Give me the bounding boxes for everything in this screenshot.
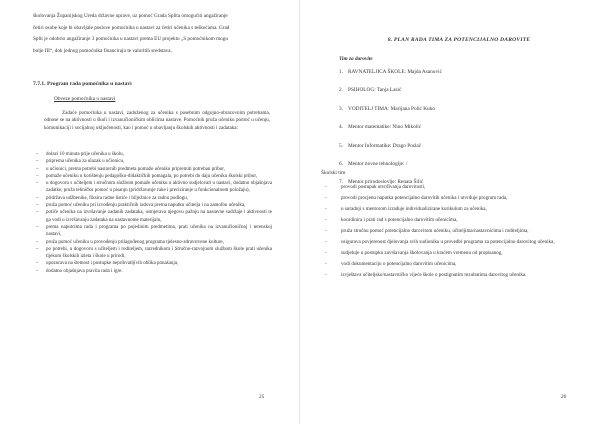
team-member-text: VODITELJ TIMA: Marijana Polić Kuko (348, 105, 435, 112)
intro-paragraph (33, 11, 271, 57)
duty-item: – prema naputcima rada i programa po pojedinim predmetima, prati učenika na izvanučioničnoj i terenskoj nastavi, (36, 224, 272, 239)
duties-intro-paragraph: Zadaće pomoćnika u nastavi, zaduženog za učenika s posebnim odgojno-obrazovnim potrebama, odnose se na aktivnosti u školi i izvanučioničkim oblicima nastave. Pomoćnik pruža učeniku pomoć u učenju, komunikaciji i socijalnoj uključenosti, kao i pomoć u obavljanju školskih aktivnosti i zadataka: (44, 110, 270, 131)
duty-item: – dolazi 10 minuta prije učenika u školu, (36, 151, 272, 158)
intro-line: školovanja Županijskog Ureda državne uprave, uz pomoć Grada Splita omogućiti angažiranje (33, 13, 228, 19)
activity-item: - provodi procjenu naputka potencijalno darovitih učenika i utvrđuje program rada, (321, 193, 579, 204)
team-member (339, 143, 442, 161)
subsection-title: Obveze pomoćnika u nastavi (54, 96, 116, 102)
duty-item: – u dogovoru s učiteljem i stručnom službom pomaže učeniku u aktivno sudjelovati u nastavi, dodatno objašnjava zadatke, pruža tehničku pomoć u pisanju (pridržavanje ruke i preciziranje u funkcionalnom položaju), (36, 180, 272, 195)
activity-item: - sudjeluje u postupku završavanja školovanja u kraćem vremenu od propisanog, (321, 248, 579, 259)
duty-item: – pridržava udžbenike, fiksira radne listiće i bilježnice za radnu podlogu, (36, 195, 272, 202)
duty-item: – po potrebi, u dogovoru s učiteljem i roditeljem, razrednikom i Stručno-razvojnom službom škole prati učenika tijekom školskih izleta i škole u prirodi, (36, 246, 272, 261)
duty-item: – pruža pomoć učeniku pri izvođenju praktičnih radova prema naputku učitelja i na zamolbu učenika, (36, 202, 272, 209)
activity-item: - vodi dokumentaciju o potencijalno darovitim učenicima, (321, 259, 579, 270)
page-number: 25 (259, 394, 265, 400)
team-member-number: 5. (339, 142, 343, 149)
team-member-text: RAVNATELJICA ŠKOLE: Majda Asanović (348, 69, 442, 75)
team-member (339, 124, 442, 142)
team-member-number: 2. (339, 87, 343, 94)
team-member-text: Mentor Informatike: Drago Poslač (348, 142, 422, 149)
duty-item: – upozorava na štetnost i postupke neprihvatljivih oblika ponašanja, (36, 260, 272, 267)
activity-item: - provodi postupak utvrđivanja darovitosti, (321, 182, 579, 193)
team-member-number: 3. (339, 105, 343, 112)
team-list (339, 69, 442, 198)
intro-line: bolje III“, dok jednog pomoćnika financiraju te valoritih sredstava. (33, 47, 172, 54)
intro-line: četiri osobe koje bi obavljale poslove pomoćnika u nastavi za četiri učenika s teškoćama. Grad (33, 24, 230, 31)
team-member-text: Mentor prirodoslovlje: Renata Šilić (348, 179, 424, 186)
team-member-number: 7. (339, 179, 343, 186)
team-member-text: PSIHOLOG: Tanja Lasić (348, 87, 402, 94)
duty-item: – pruža pomoć učeniku u provođenju prilagođenog programa tjelesno-zdravstvene kulture, (36, 239, 272, 246)
section-title: 7.7.1. Program rada pomoćnika u nastavi (33, 81, 132, 87)
activity-item: - u suradnji s mentorom izrađuje individualizirane kurikulum za učenika, (321, 204, 579, 215)
team-member-number: 6. (339, 160, 343, 167)
activities-list (321, 182, 579, 281)
duty-item: – u učionici, prema potrebi nastavnih predmeta pomaže učeniku pripremiti potreban pribor, (36, 166, 272, 173)
duties-list (36, 151, 272, 275)
right-page (300, 0, 600, 424)
team-member-number: 1. (339, 69, 343, 75)
duty-item: – potiče učenika na izvršavanje zadanih zadataka, usmjerava njegovu pažnju na nastavne sadržaje i aktivnosti te ga vodi u izvršavanju zadataka na nastavnome materijalu, (36, 209, 272, 224)
team-member (339, 161, 442, 179)
intro-line: Split je odobrio angažiranje 3 pomoćnika u nastavi prema EU projektu „S pomoćnikom mogu (33, 36, 228, 43)
team-member (339, 69, 442, 87)
activity-item: - pruža stručnu pomoć potencijalno darovitom učeniku, učiteljima/nastavnicima i roditeljima, (321, 226, 579, 237)
school-team-label: Školski tim (321, 170, 346, 176)
team-member-number: 4. (339, 124, 343, 131)
team-member-text: Mentor matematike: Nino Mikolić (348, 124, 422, 131)
team-member-text: Mentor novne tehnologije: / (348, 160, 408, 167)
duty-item: – priprema učenika za ulazak u učionicu, (36, 158, 272, 165)
chapter-heading: 8. PLAN RADA TIMA ZA POTENCIJALNO DAROVITE (387, 37, 531, 43)
team-member (339, 106, 442, 124)
team-member (339, 87, 442, 105)
activity-item: - izvještava učiteljsko/nastavničko vijeće škole o postignutim rezultatima darovitog učenika. (321, 270, 579, 281)
team-label: Tim za darovite (339, 56, 373, 62)
activity-item: - koordinira i prati rad s potencijalno darovitim učenicima, (321, 215, 579, 226)
duty-item: – pomaže učeniku u korištenju pedagoško-didaktičkih pomagala, po potrebi do daju učeniku školski pribor, (36, 173, 272, 180)
duty-item: – dodatno objašnjava pravila rada i igre. (36, 268, 272, 275)
page-number: 26 (561, 394, 567, 400)
activity-item: - osigurava povjerenost djelovanja svih sudionika u provedbi programa za potencijalno darovitog učenika, (321, 237, 579, 248)
